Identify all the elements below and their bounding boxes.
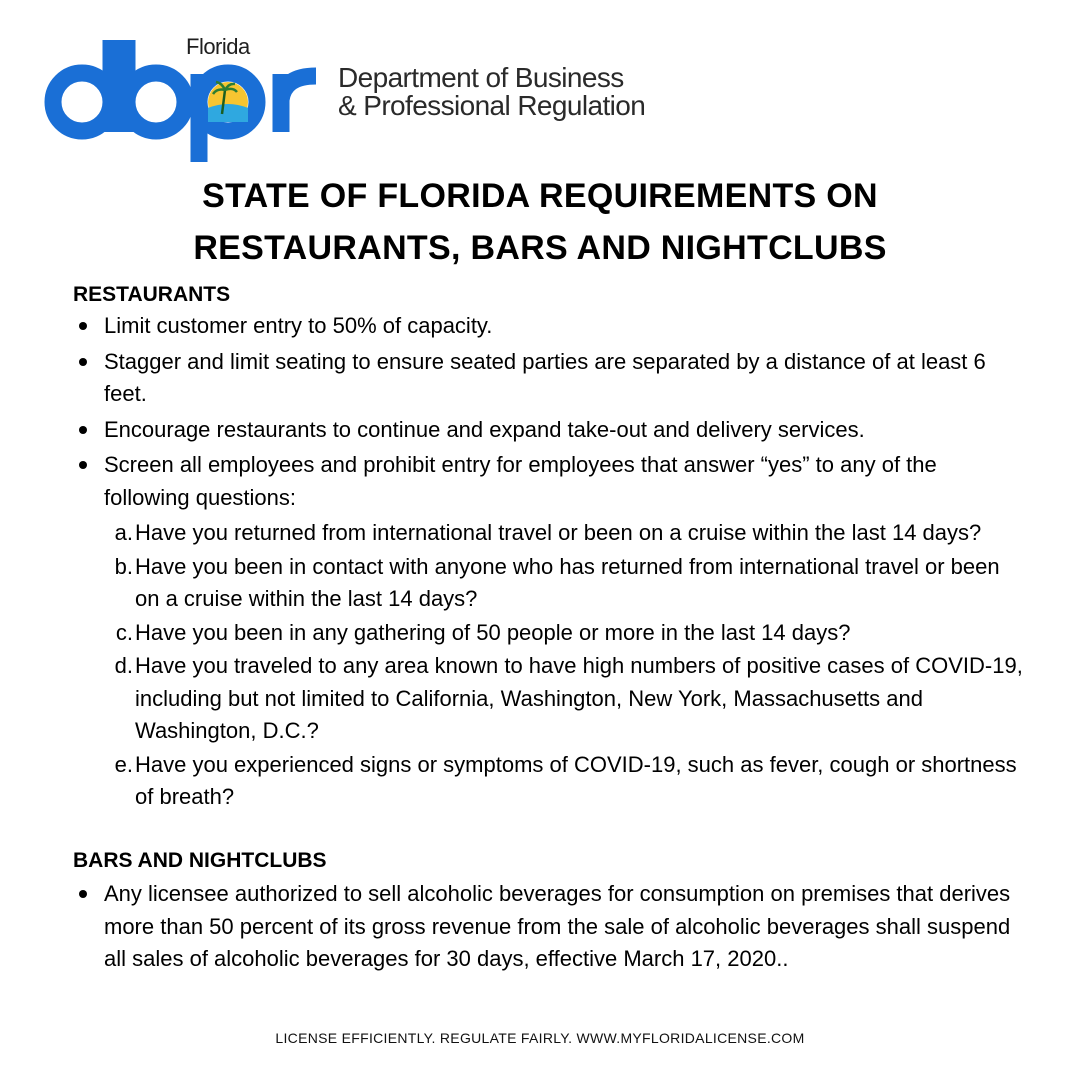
logo-department-name bbox=[338, 64, 645, 120]
question-item bbox=[73, 650, 1023, 748]
page-title bbox=[0, 170, 1080, 274]
question-text: Have you returned from international travel or been on a cruise within the last 14 days? bbox=[135, 520, 982, 545]
question-text: Have you traveled to any area known to have high numbers of positive cases of COVID-19, including but not limited to California, Washington, New York, Massachusetts and Washington, D.C.? bbox=[135, 653, 1023, 743]
bullet-icon bbox=[79, 461, 87, 469]
logo-state-label: Florida bbox=[186, 34, 250, 59]
title-line-1: STATE OF FLORIDA REQUIREMENTS ON bbox=[202, 177, 878, 215]
question-item bbox=[73, 617, 1023, 650]
question-marker: e. bbox=[114, 751, 133, 777]
question-item bbox=[73, 749, 1023, 814]
logo-department-line-2: & Professional Regulation bbox=[338, 90, 646, 121]
footer-tagline: LICENSE EFFICIENTLY. REGULATE FAIRLY. WWW.MYFLORIDALICENSE.COM bbox=[275, 1030, 805, 1046]
list-item-text: Screen all employees and prohibit entry for employees that answer “yes” to any of the following questions: bbox=[104, 452, 937, 510]
question-marker: d. bbox=[114, 653, 133, 678]
question-marker: b. bbox=[114, 553, 133, 579]
list-item bbox=[73, 878, 1023, 976]
bullet-icon bbox=[79, 426, 87, 434]
list-item bbox=[73, 346, 1023, 411]
list-item bbox=[73, 449, 1023, 514]
list-item bbox=[73, 414, 1023, 447]
restaurants-list bbox=[73, 310, 1023, 815]
logo-department-line-1: Department of Business bbox=[338, 62, 624, 93]
question-marker: c. bbox=[115, 619, 133, 645]
question-text: Have you been in any gathering of 50 people or more in the last 14 days? bbox=[135, 619, 851, 645]
restaurants-heading: RESTAURANTS bbox=[73, 283, 231, 306]
list-item-text: Stagger and limit seating to ensure seated parties are separated by a distance of at least 6 feet. bbox=[104, 348, 986, 406]
question-item bbox=[73, 517, 1023, 550]
list-item bbox=[73, 310, 1023, 343]
bullet-icon bbox=[79, 322, 87, 330]
bullet-icon bbox=[79, 358, 87, 366]
question-text: Have you experienced signs or symptoms of COVID-19, such as fever, cough or shortness of breath? bbox=[135, 751, 1017, 809]
list-item-text: Any licensee authorized to sell alcoholic beverages for consumption on premises that derives more than 50 percent of its gross revenue from the sale of alcoholic beverages shall suspend all sales of alcoholic beverages for 30 days, effective March 17, 2020.. bbox=[104, 881, 1011, 971]
dbpr-logo bbox=[44, 34, 694, 164]
bars-list bbox=[73, 878, 1023, 979]
bullet-icon bbox=[79, 890, 87, 898]
question-text: Have you been in contact with anyone who has returned from international travel or been on a cruise within the last 14 days? bbox=[135, 553, 1000, 611]
question-item bbox=[73, 551, 1023, 616]
question-marker: a. bbox=[114, 520, 133, 545]
list-item-text: Limit customer entry to 50% of capacity. bbox=[104, 313, 493, 338]
bars-heading: BARS AND NIGHTCLUBS bbox=[73, 849, 327, 872]
title-line-2: RESTAURANTS, BARS AND NIGHTCLUBS bbox=[193, 229, 887, 267]
list-item-text: Encourage restaurants to continue and expand take-out and delivery services. bbox=[104, 416, 865, 442]
